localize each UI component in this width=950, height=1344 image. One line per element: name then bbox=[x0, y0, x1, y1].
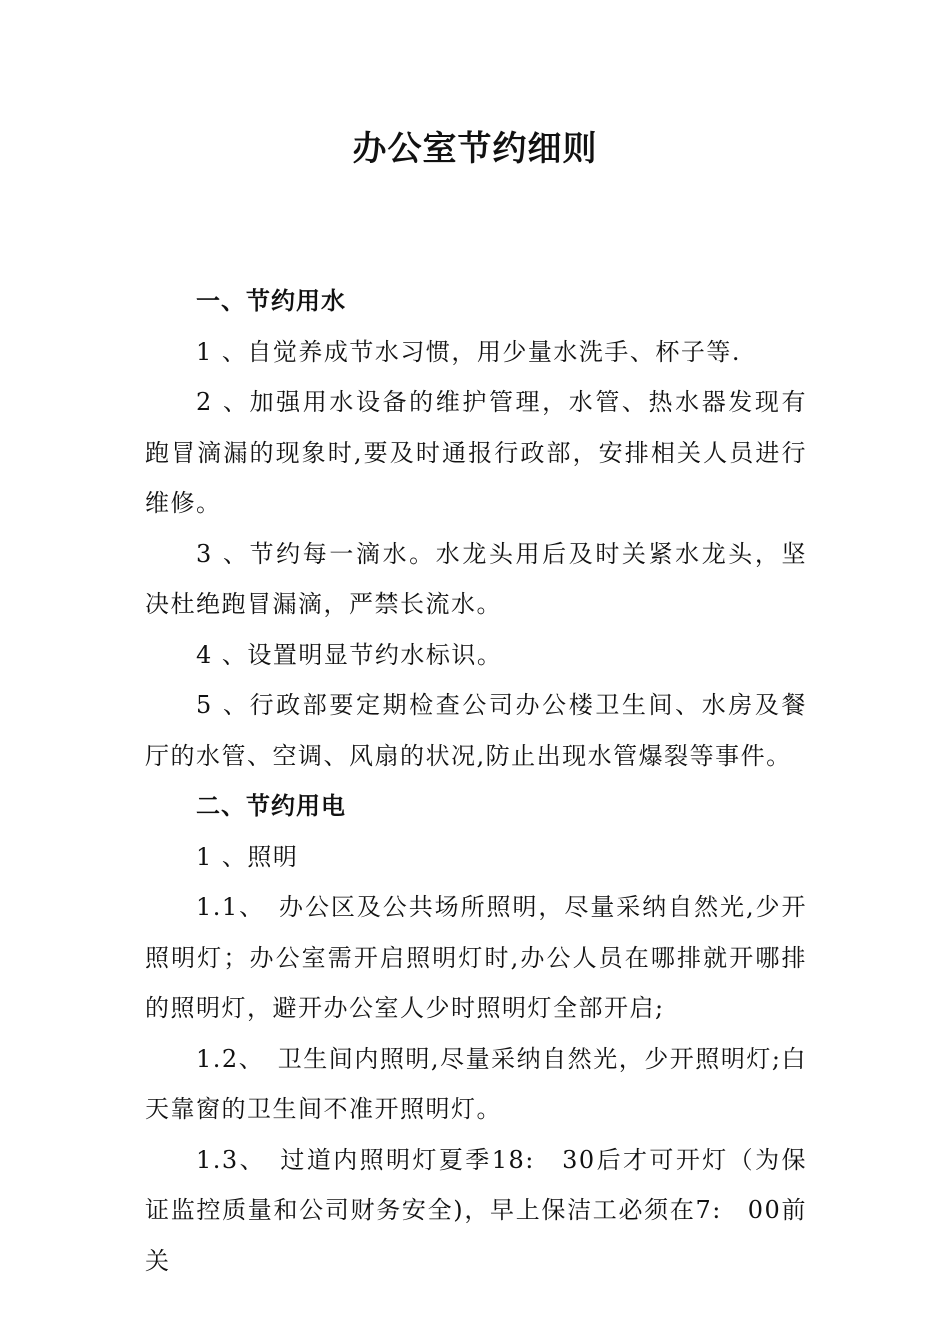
page-title: 办公室节约细则 bbox=[352, 129, 598, 169]
paragraph-water-5: 5 、行政部要定期检查公司办公楼卫生间、水房及餐厅的水管、空调、风扇的状况,防止出现水管爆裂等事件。 bbox=[145, 691, 807, 770]
paragraph-water-3: 3 、节约每一滴水。水龙头用后及时关紧水龙头，坚决杜绝跑冒漏滴，严禁长流水。 bbox=[145, 539, 807, 618]
paragraph-water-2: 2 、加强用水设备的维护管理，水管、热水器发现有跑冒滴漏的现象时,要及时通报行政部，安排相关人员进行维修。 bbox=[145, 388, 807, 517]
paragraph-electricity-1-2: 1.2、 卫生间内照明,尽量采纳自然光，少开照明灯;白天靠窗的卫生间不准开照明灯。 bbox=[145, 1044, 807, 1123]
paragraph-electricity-1-1: 1.1、 办公区及公共场所照明，尽量采纳自然光,少开照明灯；办公室需开启照明灯时,办公人员在哪排就开哪排的照明灯，避开办公室人少时照明灯全部开启; bbox=[145, 893, 807, 1022]
paragraph-electricity-1-3: 1.3、 过道内照明灯夏季18: 30后才可开灯（为保证监控质量和公司财务安全)，早上保洁工必须在7: 00前关 bbox=[145, 1145, 807, 1275]
section-heading-water: 一、节约用水 bbox=[196, 287, 346, 315]
paragraph-water-1: 1 、自觉养成节水习惯，用少量水洗手、杯子等. bbox=[196, 337, 742, 366]
document-body bbox=[145, 276, 807, 1286]
paragraph-water-4: 4 、设置明显节约水标识。 bbox=[196, 640, 503, 669]
section-heading-electricity: 二、节约用电 bbox=[196, 792, 346, 820]
paragraph-electricity-1: 1 、照明 bbox=[196, 842, 299, 871]
